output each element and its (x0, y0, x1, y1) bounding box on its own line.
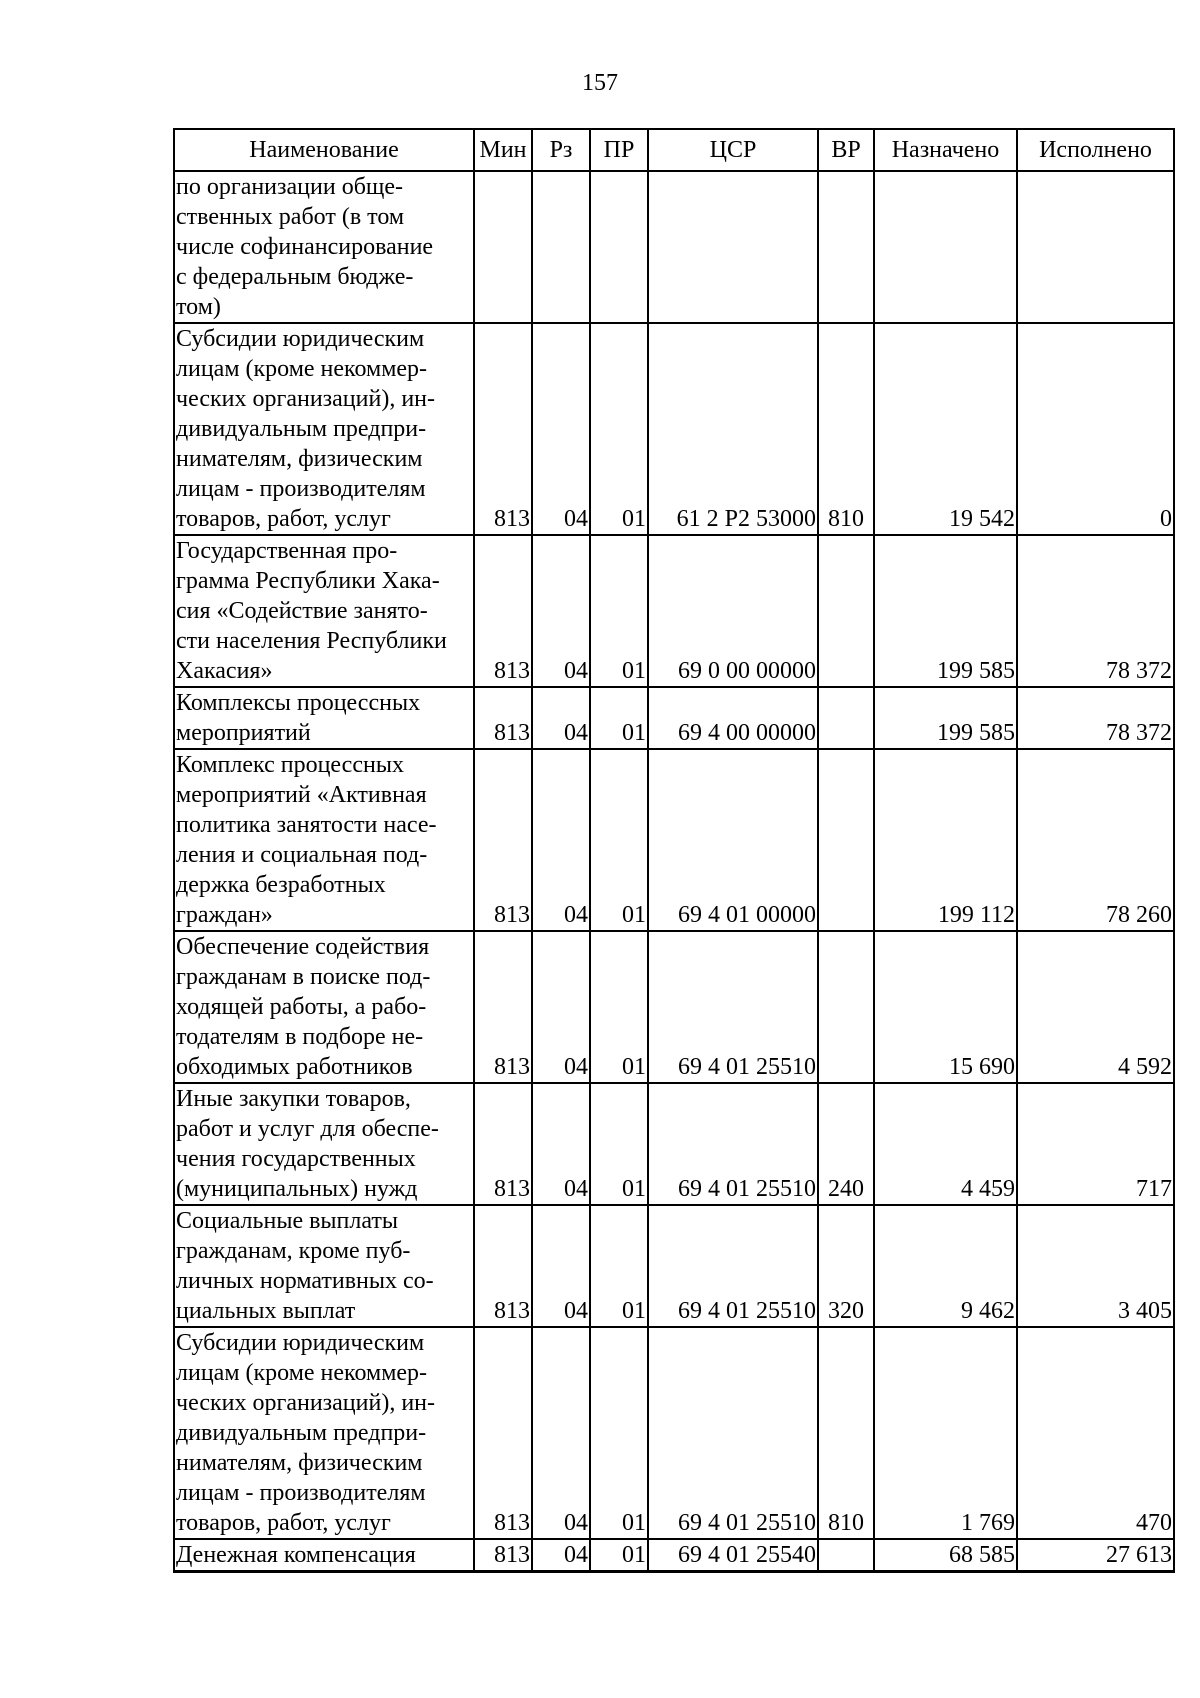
cell-csr: 69 4 01 25510 (648, 1327, 818, 1539)
cell-vr (818, 931, 874, 1083)
cell-min: 813 (474, 931, 532, 1083)
table-row (174, 749, 1174, 931)
table-row (174, 323, 1174, 535)
cell-pr: 01 (590, 687, 648, 749)
cell-name: Субсидии юридическим лицам (кроме некоммер- ческих организаций), ин- дивидуальным предпри- нимателям, физическим лицам - производителям товаров, работ, услуг (174, 1327, 474, 1539)
cell-min: 813 (474, 687, 532, 749)
cell-executed: 0 (1017, 323, 1174, 535)
cell-assigned: 199 112 (874, 749, 1017, 931)
cell-min: 813 (474, 323, 532, 535)
cell-pr (590, 171, 648, 323)
cell-executed: 3 405 (1017, 1205, 1174, 1327)
cell-assigned (874, 171, 1017, 323)
cell-csr: 69 4 01 25540 (648, 1539, 818, 1572)
cell-executed: 470 (1017, 1327, 1174, 1539)
cell-vr: 810 (818, 323, 874, 535)
header-assigned: Назначено (874, 129, 1017, 171)
cell-vr: 810 (818, 1327, 874, 1539)
budget-table (173, 128, 1175, 1573)
cell-name: Комплексы процессных мероприятий (174, 687, 474, 749)
table-row (174, 1083, 1174, 1205)
cell-vr: 240 (818, 1083, 874, 1205)
cell-name: Иные закупки товаров, работ и услуг для обеспе- чения государственных (муниципальных) нужд (174, 1083, 474, 1205)
cell-vr (818, 171, 874, 323)
cell-name: Комплекс процессных мероприятий «Активная политика занятости насе- ления и социальная под- держка безработных граждан» (174, 749, 474, 931)
cell-pr: 01 (590, 1539, 648, 1572)
table-header-row (174, 129, 1174, 171)
cell-rz: 04 (532, 1205, 590, 1327)
header-rz: Рз (532, 129, 590, 171)
cell-pr: 01 (590, 323, 648, 535)
cell-pr: 01 (590, 749, 648, 931)
cell-name: Обеспечение содействия гражданам в поиске под- ходящей работы, а рабо- тодателям в подборе не- обходимых работников (174, 931, 474, 1083)
cell-pr: 01 (590, 1205, 648, 1327)
cell-rz: 04 (532, 931, 590, 1083)
cell-name: Социальные выплаты гражданам, кроме пуб- личных нормативных со- циальных выплат (174, 1205, 474, 1327)
cell-csr (648, 171, 818, 323)
cell-executed: 27 613 (1017, 1539, 1174, 1572)
header-executed: Исполнено (1017, 129, 1174, 171)
cell-executed: 78 372 (1017, 687, 1174, 749)
cell-assigned: 4 459 (874, 1083, 1017, 1205)
cell-vr (818, 535, 874, 687)
table-row (174, 1327, 1174, 1539)
cell-assigned: 199 585 (874, 535, 1017, 687)
cell-pr: 01 (590, 931, 648, 1083)
cell-rz: 04 (532, 749, 590, 931)
cell-csr: 69 4 01 00000 (648, 749, 818, 931)
cell-min: 813 (474, 1205, 532, 1327)
cell-name: Денежная компенсация (174, 1539, 474, 1572)
header-min: Мин (474, 129, 532, 171)
cell-rz (532, 171, 590, 323)
cell-min: 813 (474, 1327, 532, 1539)
table-row (174, 931, 1174, 1083)
header-pr: ПР (590, 129, 648, 171)
cell-csr: 69 4 01 25510 (648, 1083, 818, 1205)
cell-assigned: 68 585 (874, 1539, 1017, 1572)
cell-assigned: 199 585 (874, 687, 1017, 749)
cell-rz: 04 (532, 535, 590, 687)
cell-vr (818, 1539, 874, 1572)
cell-pr: 01 (590, 1083, 648, 1205)
table-row (174, 535, 1174, 687)
page-number: 157 (582, 70, 618, 96)
cell-name: Государственная про- грамма Республики Хака- сия «Содействие занято- сти населения Республики Хакасия» (174, 535, 474, 687)
header-name: Наименование (174, 129, 474, 171)
cell-name: по организации обще- ственных работ (в том числе софинансирование с федеральным бюдже- том) (174, 171, 474, 323)
cell-csr: 69 4 01 25510 (648, 1205, 818, 1327)
cell-executed: 717 (1017, 1083, 1174, 1205)
table-row (174, 687, 1174, 749)
table-body (174, 171, 1174, 1572)
cell-pr: 01 (590, 1327, 648, 1539)
cell-csr: 69 0 00 00000 (648, 535, 818, 687)
header-csr: ЦСР (648, 129, 818, 171)
table-row (174, 1205, 1174, 1327)
cell-assigned: 15 690 (874, 931, 1017, 1083)
header-vr: ВР (818, 129, 874, 171)
cell-csr: 69 4 01 25510 (648, 931, 818, 1083)
cell-rz: 04 (532, 323, 590, 535)
cell-vr (818, 749, 874, 931)
cell-rz: 04 (532, 1327, 590, 1539)
cell-min: 813 (474, 1539, 532, 1572)
cell-vr (818, 687, 874, 749)
cell-assigned: 19 542 (874, 323, 1017, 535)
cell-min: 813 (474, 1083, 532, 1205)
cell-csr: 69 4 00 00000 (648, 687, 818, 749)
cell-vr: 320 (818, 1205, 874, 1327)
table-row (174, 171, 1174, 323)
cell-min: 813 (474, 749, 532, 931)
cell-executed: 78 260 (1017, 749, 1174, 931)
cell-min: 813 (474, 535, 532, 687)
cell-pr: 01 (590, 535, 648, 687)
cell-executed: 4 592 (1017, 931, 1174, 1083)
cell-assigned: 1 769 (874, 1327, 1017, 1539)
cell-rz: 04 (532, 1083, 590, 1205)
cell-name: Субсидии юридическим лицам (кроме некоммер- ческих организаций), ин- дивидуальным предпри- нимателям, физическим лицам - производителям товаров, работ, услуг (174, 323, 474, 535)
table-row (174, 1539, 1174, 1572)
cell-csr: 61 2 Р2 53000 (648, 323, 818, 535)
cell-rz: 04 (532, 687, 590, 749)
cell-executed (1017, 171, 1174, 323)
cell-executed: 78 372 (1017, 535, 1174, 687)
cell-rz: 04 (532, 1539, 590, 1572)
cell-min (474, 171, 532, 323)
cell-assigned: 9 462 (874, 1205, 1017, 1327)
